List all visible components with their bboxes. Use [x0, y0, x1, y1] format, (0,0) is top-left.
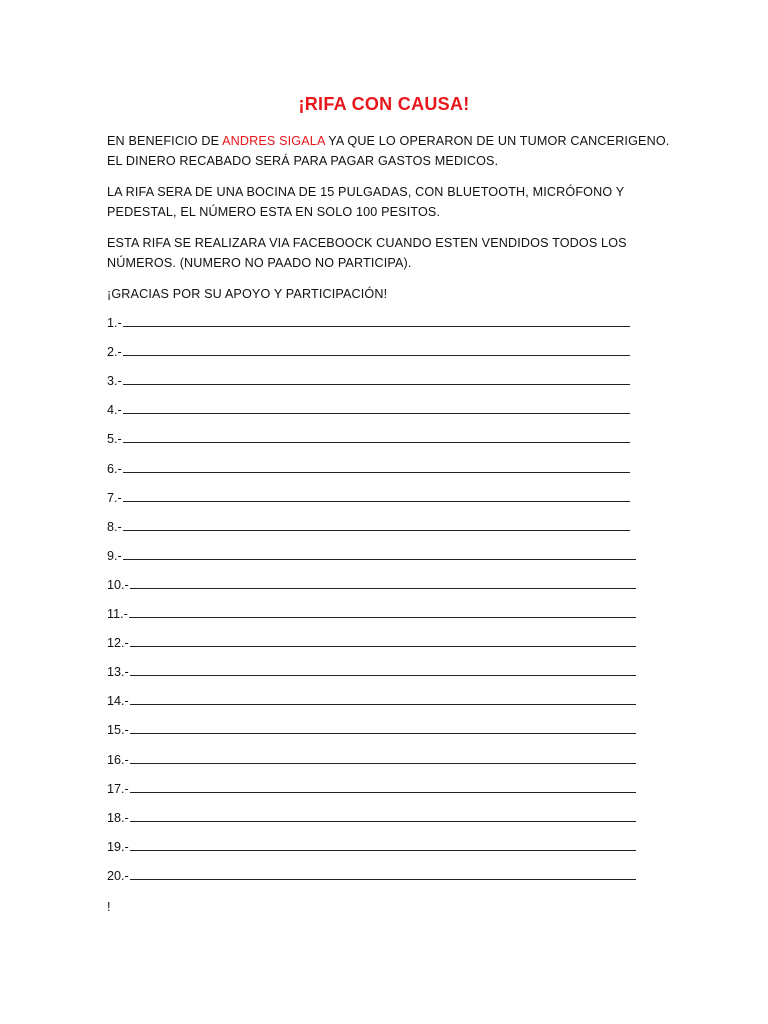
beneficiary-line-2: EL DINERO RECABADO SERÁ PARA PAGAR GASTOS MEDICOS.	[107, 154, 499, 168]
ticket-number: 2.-	[107, 345, 122, 360]
draw-line-2: NÚMEROS. (NUMERO NO PAADO NO PARTICIPA).	[107, 256, 412, 270]
beneficiary-line-1	[107, 131, 670, 151]
ticket-entry[interactable]	[107, 720, 636, 740]
ticket-entry[interactable]	[107, 429, 630, 449]
ticket-entry[interactable]	[107, 342, 630, 362]
beneficiary-suffix: YA QUE LO OPERARON DE UN TUMOR CANCERIGENO.	[324, 134, 670, 148]
ticket-name-blank[interactable]	[130, 720, 636, 734]
ticket-name-blank[interactable]	[123, 400, 630, 414]
ticket-number: 10.-	[107, 577, 129, 592]
ticket-number: 18.-	[107, 810, 129, 825]
ticket-number: 8.-	[107, 519, 122, 534]
beneficiary-name: ANDRES SIGALA	[222, 134, 325, 148]
ticket-entry[interactable]	[107, 313, 630, 333]
ticket-number: 11.-	[107, 607, 128, 621]
prize-paragraph	[107, 182, 667, 222]
ticket-number: 4.-	[107, 403, 122, 418]
ticket-entry[interactable]	[107, 371, 630, 391]
ticket-entry[interactable]	[107, 866, 636, 886]
ticket-number: 6.-	[107, 461, 122, 476]
ticket-entry[interactable]	[107, 459, 630, 479]
beneficiary-prefix: EN BENEFICIO DE	[107, 134, 223, 148]
ticket-name-blank[interactable]	[123, 429, 630, 443]
ticket-number: 16.-	[107, 752, 129, 767]
thanks-paragraph: ¡GRACIAS POR SU APOYO Y PARTICIPACIÓN!	[107, 287, 388, 301]
ticket-entry[interactable]	[107, 691, 636, 711]
ticket-entry[interactable]	[107, 517, 630, 537]
ticket-number: 14.-	[107, 694, 129, 709]
ticket-number: 5.-	[107, 432, 122, 447]
ticket-name-blank[interactable]	[130, 808, 636, 822]
prize-line-1: LA RIFA SERA DE UNA BOCINA DE 15 PULGADAS, CON BLUETOOTH, MICRÓFONO Y	[107, 185, 625, 199]
ticket-name-blank[interactable]	[130, 691, 636, 705]
ticket-entry[interactable]	[107, 488, 630, 508]
ticket-entry[interactable]	[107, 604, 636, 624]
ticket-number: 7.-	[107, 490, 122, 505]
trailing-mark: !	[107, 900, 111, 914]
ticket-name-blank[interactable]	[123, 459, 630, 473]
ticket-name-blank[interactable]	[123, 517, 630, 531]
ticket-name-blank[interactable]	[123, 313, 630, 327]
ticket-entry[interactable]	[107, 575, 636, 595]
ticket-entry[interactable]	[107, 662, 636, 682]
ticket-entry[interactable]	[107, 546, 636, 566]
ticket-number: 9.-	[107, 548, 122, 563]
prize-line-2: PEDESTAL, EL NÚMERO ESTA EN SOLO 100 PESITOS.	[107, 205, 441, 219]
ticket-number: 13.-	[107, 665, 129, 680]
ticket-entry[interactable]	[107, 779, 636, 799]
ticket-entry[interactable]	[107, 400, 630, 420]
ticket-name-blank[interactable]	[123, 546, 636, 560]
ticket-name-blank[interactable]	[130, 837, 636, 851]
ticket-entry[interactable]	[107, 808, 636, 828]
ticket-number: 19.-	[107, 839, 129, 854]
ticket-number: 17.-	[107, 781, 129, 796]
ticket-number: 20.-	[107, 868, 129, 883]
ticket-name-blank[interactable]	[130, 750, 636, 764]
ticket-entry[interactable]	[107, 633, 636, 653]
ticket-name-blank[interactable]	[130, 662, 636, 676]
page-title: ¡RIFA CON CAUSA!	[298, 94, 470, 114]
ticket-name-blank[interactable]	[130, 779, 636, 793]
ticket-name-blank[interactable]	[123, 371, 630, 385]
ticket-name-blank[interactable]	[130, 866, 636, 880]
ticket-number: 1.-	[107, 316, 122, 330]
ticket-name-blank[interactable]	[123, 342, 630, 356]
draw-line-1: ESTA RIFA SE REALIZARA VIA FACEBOOCK CUANDO ESTEN VENDIDOS TODOS LOS	[107, 236, 627, 250]
ticket-name-blank[interactable]	[123, 488, 630, 502]
ticket-entry[interactable]	[107, 837, 636, 857]
ticket-number: 15.-	[107, 723, 129, 738]
ticket-entry[interactable]	[107, 750, 636, 770]
draw-paragraph	[107, 233, 667, 273]
ticket-name-blank[interactable]	[129, 604, 636, 618]
ticket-number: 3.-	[107, 374, 122, 389]
ticket-number: 12.-	[107, 636, 129, 651]
beneficiary-paragraph	[107, 131, 670, 171]
ticket-name-blank[interactable]	[130, 633, 636, 647]
ticket-name-blank[interactable]	[130, 575, 636, 589]
